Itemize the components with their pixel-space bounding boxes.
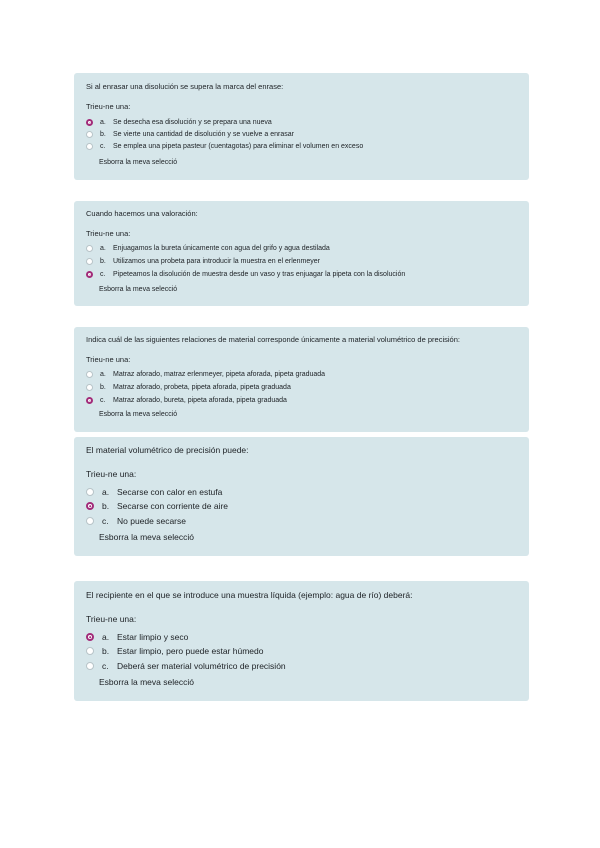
option-label: Deberá ser material volumétrico de precisión [117,661,286,671]
question-text: Si al enrasar una disolución se supera la marca del enrase: [86,82,284,91]
option-label: Enjuagamos la bureta únicamente con agua del grifo y agua destilada [113,245,330,252]
option-label: Pipeteamos la disolución de muestra desde un vaso y tras enjuagar la pipeta con la disolución [113,271,406,278]
radio-selected-icon[interactable] [86,119,93,126]
question-text: Indica cuál de las siguientes relaciones de material corresponde únicamente a material volumétrico de precisión: [86,335,460,344]
radio-icon[interactable] [86,647,94,655]
option-label: Matraz aforado, probeta, pipeta aforada, pipeta graduada [113,384,291,391]
option-c[interactable]: c. Pipeteamos la disolución de muestra desde un vaso y tras enjuagar la pipeta con la disolución [86,271,405,278]
option-a[interactable]: a. Enjuagamos la bureta únicamente con agua del grifo y agua destilada [86,245,330,252]
radio-icon[interactable] [86,131,93,138]
radio-icon[interactable] [86,384,93,391]
radio-icon[interactable] [86,662,94,670]
option-c[interactable]: c. No puede secarse [86,516,186,526]
option-b[interactable]: b. Estar limpio, pero puede estar húmedo [86,646,263,656]
option-b[interactable]: b. Utilizamos una probeta para introducir la muestra en el erlenmeyer [86,258,320,265]
radio-icon[interactable] [86,143,93,150]
option-label: Secarse con corriente de aire [117,501,229,511]
option-label: Estar limpio, pero puede estar húmedo [117,646,264,656]
clear-selection-link[interactable]: Esborra la meva selecció [99,411,178,418]
option-label: Matraz aforado, matraz erlenmeyer, pipeta aforada, pipeta graduada [113,371,326,378]
question-text: El material volumétrico de precisión puede: [86,445,249,455]
option-label: Se vierte una cantidad de disolución y se vuelve a enrasar [113,131,294,138]
radio-icon[interactable] [86,371,93,378]
radio-icon[interactable] [86,517,94,525]
option-b[interactable]: b. Secarse con corriente de aire [86,501,228,511]
option-c[interactable]: c. Matraz aforado, bureta, pipeta aforada, pipeta graduada [86,397,287,404]
option-label: Utilizamos una probeta para introducir la muestra en el erlenmeyer [113,258,320,265]
answer-prompt: Trieu-ne una: [86,614,137,624]
question-card-3 [74,327,529,432]
option-label: Se desecha esa disolución y se prepara una nueva [113,119,272,126]
option-c[interactable]: c. Se emplea una pipeta pasteur (cuentagotas) para eliminar el volumen en exceso [86,143,363,150]
radio-icon[interactable] [86,258,93,265]
option-b[interactable]: b. Se vierte una cantidad de disolución y se vuelve a enrasar [86,131,294,138]
radio-selected-icon[interactable] [86,271,93,278]
radio-selected-icon[interactable] [86,397,93,404]
answer-prompt: Trieu-ne una: [86,469,137,479]
option-a[interactable]: a. Estar limpio y seco [86,632,188,642]
radio-icon[interactable] [86,488,94,496]
clear-selection-link[interactable]: Esborra la meva selecció [99,159,178,166]
option-label: Se emplea una pipeta pasteur (cuentagotas) para eliminar el volumen en exceso [113,143,364,150]
clear-selection-link[interactable]: Esborra la meva selecció [99,532,194,542]
option-b[interactable]: b. Matraz aforado, probeta, pipeta aforada, pipeta graduada [86,384,291,391]
question-card-4 [74,437,529,556]
question-card-2 [74,201,529,306]
option-label: Matraz aforado, bureta, pipeta aforada, pipeta graduada [113,397,287,404]
option-label: Estar limpio y seco [117,632,189,642]
option-label: No puede secarse [117,516,186,526]
question-card-1 [74,73,529,180]
answer-prompt: Trieu-ne una: [86,355,131,364]
radio-selected-icon[interactable] [86,502,94,510]
answer-prompt: Trieu-ne una: [86,229,131,238]
option-c[interactable]: c. Deberá ser material volumétrico de precisión [86,661,286,671]
answer-prompt: Trieu-ne una: [86,102,131,111]
option-label: Secarse con calor en estufa [117,487,223,497]
question-card-5 [74,581,529,701]
option-a[interactable]: a. Se desecha esa disolución y se prepara una nueva [86,119,272,126]
option-a[interactable]: a. Secarse con calor en estufa [86,487,222,497]
clear-selection-link[interactable]: Esborra la meva selecció [99,286,178,293]
clear-selection-link[interactable]: Esborra la meva selecció [99,677,194,687]
option-a[interactable]: a. Matraz aforado, matraz erlenmeyer, pipeta aforada, pipeta graduada [86,371,325,378]
question-text: Cuando hacemos una valoración: [86,209,198,218]
radio-selected-icon[interactable] [86,633,94,641]
radio-icon[interactable] [86,245,93,252]
question-text: El recipiente en el que se introduce una muestra líquida (ejemplo: agua de río) deberá: [86,590,413,600]
